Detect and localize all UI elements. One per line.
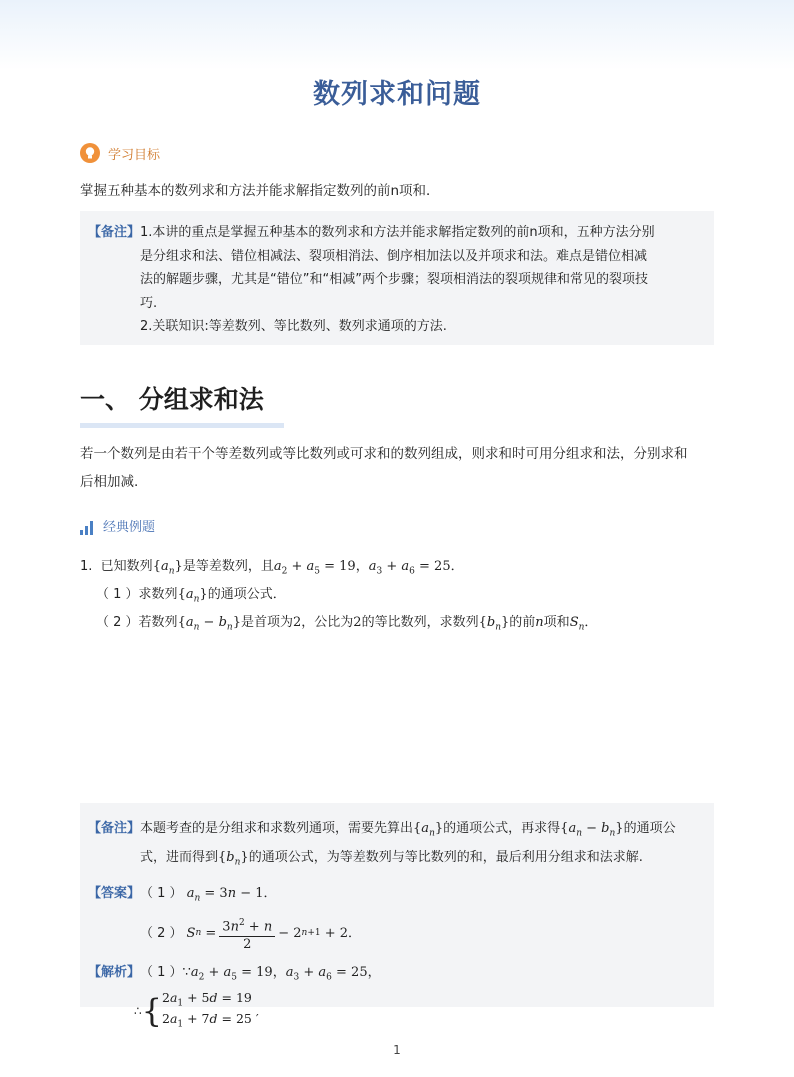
example-label: 经典例题: [103, 520, 156, 535]
answer-part-1: （ 1 ） $a_n = 3n - 1$．: [140, 886, 277, 904]
note-line: 是分组求和法、错位相减法、裂项相消法、倒序相加法以及并项求和法。难点是错位相减: [140, 248, 648, 264]
note-line: 1.本讲的重点是掌握五种基本的数列求和方法并能求解指定数列的前n项和，五种方法分别: [140, 225, 655, 240]
question-part-2: （ 2 ）若数列$\{a_n - b_n\}$是首项为2，公比为2的等比数列，求数列$\{b_n\}$的前n项和$S_n$．: [96, 615, 598, 633]
page-number: 1: [393, 1043, 401, 1057]
note-line: 式，进而得到$\{b_n\}$的通项公式，为等差数列与等比数列的和，最后利用分组求和法求解.: [140, 850, 643, 868]
analysis-part-1: （ 1 ）$\because a_2 + a_5 = 19$，$a_3 + a_6 = 25$，: [140, 964, 381, 983]
note-line: 法的解题步骤，尤其是“错位”和“相减”两个步骤；裂项相消法的裂项规律和常见的裂项技: [140, 272, 648, 287]
section-title: 一、 分组求和法: [80, 385, 264, 414]
answer-tag: 【答案】: [88, 886, 141, 902]
intro-line: 若一个数列是由若干个等差数列或等比数列或可求和的数列组成，则求和时可用分组求和法，分别求和: [80, 446, 688, 462]
goal-heading: [80, 143, 160, 163]
note-tag: 【备注】: [88, 225, 141, 240]
note-box-1: [80, 211, 714, 345]
solution-box: [80, 803, 714, 1031]
goal-text: 掌握五种基本的数列求和方法并能求解指定数列的前n项和．: [80, 183, 440, 199]
bar-chart-icon: [80, 521, 93, 535]
page-title: 数列求和问题: [313, 79, 481, 110]
note-tag: 【备注】: [88, 821, 141, 836]
example-heading: [80, 516, 155, 535]
answer-part-2: （ 2 ） S n = $\frac{3n^2 + n}{2}$ − 2 n+1 + 2 ．: [140, 915, 714, 952]
intro-line: 后相加减.: [80, 474, 139, 490]
goal-label: 学习目标: [108, 147, 161, 163]
lightbulb-icon: [80, 143, 100, 163]
question-part-1: （ 1 ）求数列$\{a_n\}$的通项公式．: [96, 587, 286, 605]
note-line: 2.关联知识:等差数列、等比数列、数列求通项的方法.: [140, 319, 447, 334]
analysis-tag: 【解析】: [88, 964, 141, 980]
note-line: 本题考查的是分组求和求数列通项，需要先算出$\{a_n\}$的通项公式，再求得$\{a_n - b_n\}$的通项公: [140, 821, 676, 839]
fraction: $\frac{3n^2 + n}{2}$: [219, 915, 275, 952]
section-underline: [80, 423, 284, 428]
header-band: [0, 0, 794, 70]
note-line: 巧.: [140, 295, 158, 311]
section-intro: [80, 440, 716, 496]
equation-system: ∴ { $2a_1 + 5d = 19$ $2a_1 + 7d = 25$ ′: [134, 989, 259, 1031]
question-stem: 1. 已知数列$\{a_n\}$是等差数列，且$a_2 + a_5 = 19$，$a_3 + a_6 = 25$．: [80, 559, 464, 577]
